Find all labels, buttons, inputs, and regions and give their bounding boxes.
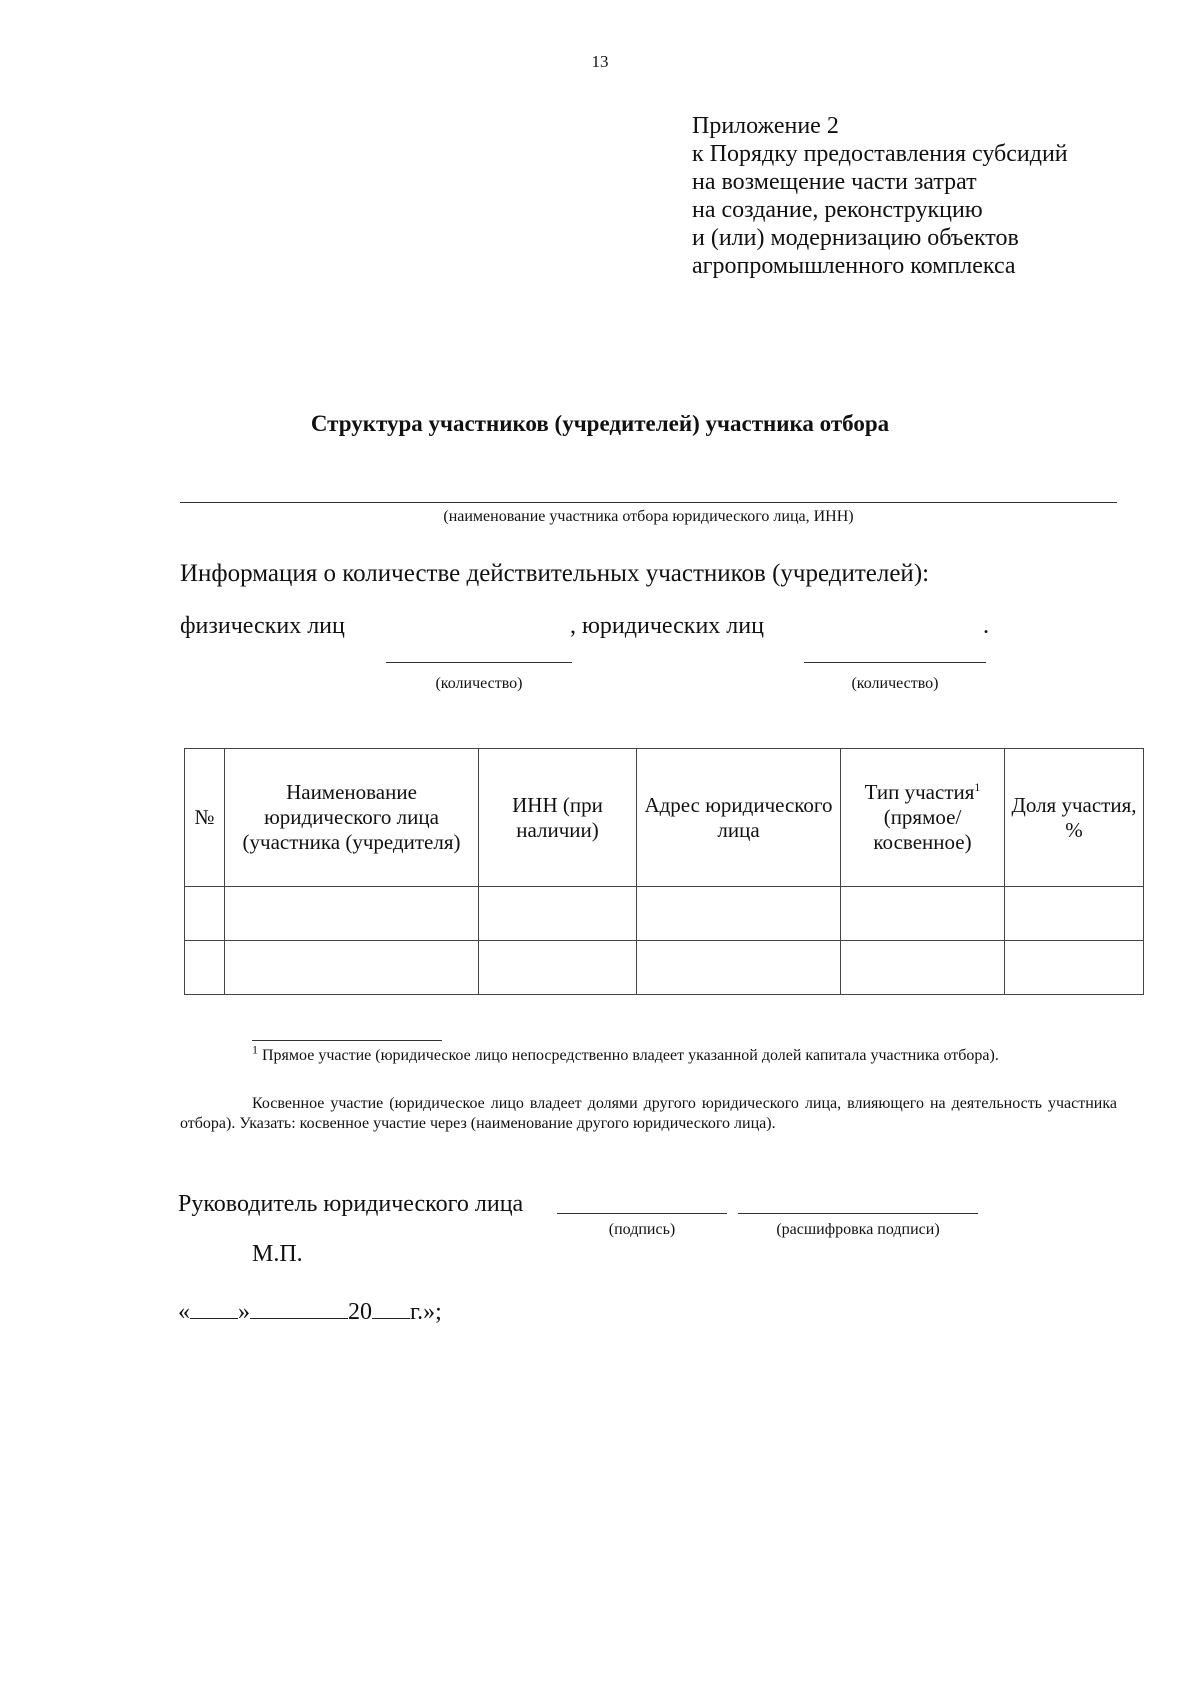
header-share: Доля участия, %: [1005, 749, 1144, 887]
header-legal-entity-name: Наименование юридического лица (участника (учредителя): [225, 749, 479, 887]
footnote-number: 1: [252, 1042, 258, 1057]
footnote-mark: 1: [974, 780, 981, 794]
table-cell: [185, 887, 225, 941]
date-suffix: г.»;: [410, 1299, 442, 1325]
table-row: [185, 941, 1144, 995]
legal-entities-count-caption: (количество): [851, 675, 939, 692]
table-cell: [637, 941, 841, 995]
individuals-count-caption: (количество): [435, 675, 523, 692]
individuals-label: физических лиц: [180, 613, 345, 639]
signature-decryption-caption: (расшифровка подписи): [776, 1221, 940, 1238]
appendix-line: Приложение 2: [692, 113, 839, 139]
signature-caption: (подпись): [608, 1221, 676, 1238]
appendix-line: агропромышленного комплекса: [692, 253, 1016, 279]
year-blank: [372, 1296, 410, 1319]
date-close-quote: »: [238, 1299, 250, 1325]
table-cell: [1005, 941, 1144, 995]
table-cell: [225, 887, 479, 941]
month-blank: [250, 1296, 348, 1319]
signature-line: [557, 1213, 727, 1214]
header-participation-type: [841, 749, 1005, 887]
table-cell: [479, 941, 637, 995]
appendix-header: [692, 112, 1172, 280]
footnote-separator: [252, 1040, 442, 1041]
footnote-direct: [180, 1042, 1117, 1066]
signature-label: Руководитель юридического лица: [178, 1191, 524, 1217]
signature-decryption-line: [738, 1213, 978, 1214]
table-cell: [1005, 887, 1144, 941]
stamp-placeholder: М.П.: [252, 1241, 303, 1267]
table-cell: [225, 941, 479, 995]
appendix-line: и (или) модернизацию объектов: [692, 225, 1019, 251]
participation-type-detail: (прямое/ косвенное): [873, 805, 972, 854]
footnote-indirect: [180, 1094, 1117, 1134]
participation-type-label: Тип участия: [864, 780, 975, 804]
participant-name-caption: (наименование участника отбора юридического лица, ИНН): [443, 508, 854, 525]
footnote-indirect-text: Косвенное участие (юридическое лицо владеет долями другого юридического лица, влияющего на деятельность участника отбора). Указать: косвенное участие через (наименование другого юридического лица).: [180, 1095, 1117, 1132]
legal-entities-label: , юридических лиц: [570, 613, 764, 639]
footnote-direct-text: Прямое участие (юридическое лицо непосредственно владеет указанной долей капитала участника отбора).: [262, 1047, 999, 1064]
participants-table: [184, 748, 1144, 995]
year-prefix: 20: [348, 1299, 372, 1325]
table-cell: [841, 887, 1005, 941]
page-number: 13: [591, 52, 609, 71]
header-inn: ИНН (при наличии): [479, 749, 637, 887]
individuals-count-line: [386, 662, 572, 663]
table-row: [185, 887, 1144, 941]
appendix-line: на возмещение части затрат: [692, 169, 977, 195]
participant-name-line: [180, 502, 1117, 503]
document-title: Структура участников (учредителей) участника отбора: [310, 411, 890, 436]
table-cell: [637, 887, 841, 941]
legal-entities-count-line: [804, 662, 986, 663]
info-heading: Информация о количестве действительных участников (учредителей):: [180, 560, 930, 587]
table-header-row: [185, 749, 1144, 887]
header-address: Адрес юридического лица: [637, 749, 841, 887]
date-open-quote: «: [178, 1299, 190, 1325]
appendix-line: на создание, реконструкцию: [692, 197, 983, 223]
date-line: [178, 1296, 442, 1326]
appendix-line: к Порядку предоставления субсидий: [692, 141, 1068, 167]
table-cell: [479, 887, 637, 941]
table-cell: [841, 941, 1005, 995]
header-number: №: [185, 749, 225, 887]
counts-end-period: .: [983, 613, 989, 639]
table-cell: [185, 941, 225, 995]
day-blank: [190, 1296, 238, 1319]
